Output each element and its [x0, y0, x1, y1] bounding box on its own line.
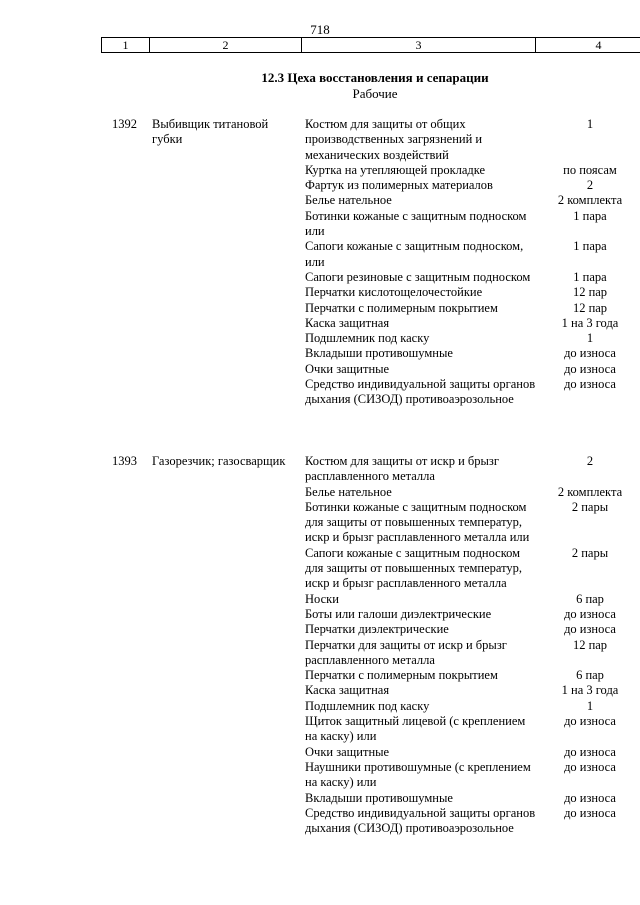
ppe-row	[305, 485, 640, 500]
profession-name: Газорезчик; газосварщик	[152, 454, 286, 468]
column-number-2: 2	[150, 38, 302, 52]
ppe-row	[305, 316, 640, 331]
ppe-item-name: Очки защитные	[305, 361, 390, 376]
ppe-item-name: Костюм для защиты от общих производственных загрязнений и механических воздействий	[305, 117, 483, 162]
subsection-title: Рабочие	[352, 86, 398, 101]
ppe-row	[305, 117, 640, 163]
ppe-row	[305, 331, 640, 346]
ppe-item-name: Перчатки диэлектрические	[305, 622, 449, 637]
ppe-row	[305, 745, 640, 760]
ppe-row	[305, 346, 640, 361]
ppe-item-name: Подшлемник под каску	[305, 331, 430, 346]
ppe-row	[305, 683, 640, 698]
ppe-item-name: Сапоги резиновые с защитным подноском	[305, 269, 531, 284]
ppe-item-qty: до износа	[564, 759, 616, 774]
ppe-item-name: Сапоги кожаные с защитным подноском для защиты от повышенных температур, искр и брызг расплавленного металла	[305, 545, 523, 591]
ppe-row	[305, 239, 640, 270]
ppe-item-qty: 2	[586, 454, 594, 468]
ppe-item-name: Ботинки кожаные с защитным подноском для защиты от повышенных температур, искр и брызг расплавленного металла или	[305, 499, 530, 545]
ppe-item-qty: 1 пара	[573, 239, 607, 254]
ppe-item-qty: 1 на 3 года	[561, 683, 619, 698]
ppe-item-qty: 2 комплекта	[557, 484, 623, 499]
ppe-item-name: Перчатки с полимерным покрытием	[305, 668, 498, 683]
ppe-item-qty: 2	[586, 178, 594, 193]
ppe-row	[305, 500, 640, 546]
ppe-item-name: Куртка на утепляющей прокладке	[305, 162, 486, 177]
ppe-row	[305, 377, 640, 408]
ppe-item-name: Каска защитная	[305, 683, 390, 698]
page-number: 718	[310, 22, 330, 37]
ppe-item-qty: 1 пара	[573, 208, 607, 223]
ppe-item-qty: до износа	[564, 790, 616, 805]
ppe-row	[305, 178, 640, 193]
ppe-item-name: Подшлемник под каску	[305, 698, 430, 713]
ppe-row	[305, 638, 640, 669]
ppe-row	[305, 714, 640, 745]
ppe-item-qty: до износа	[564, 361, 616, 376]
ppe-item-qty: до износа	[564, 606, 616, 621]
ppe-item-name: Перчатки кислотощелочестойкие	[305, 285, 483, 300]
ppe-row	[305, 362, 640, 377]
entry-number: 1393	[112, 454, 137, 468]
ppe-list	[305, 117, 640, 408]
profession-name: Выбивщик титановой губки	[152, 117, 269, 147]
ppe-item-name: Очки защитные	[305, 744, 390, 759]
ppe-item-qty: по поясам	[563, 162, 617, 177]
ppe-list	[305, 454, 640, 836]
ppe-row	[305, 270, 640, 285]
ppe-item-name: Белье нательное	[305, 193, 392, 208]
column-number-1: 1	[102, 38, 150, 52]
ppe-item-name: Фартук из полимерных материалов	[305, 178, 493, 193]
ppe-item-name: Средство индивидуальной защиты органов дыхания (СИЗОД) противоаэрозольное	[305, 805, 536, 836]
ppe-item-qty: 6 пар	[576, 591, 604, 606]
ppe-item-name: Носки	[305, 591, 339, 606]
ppe-item-qty: 12 пар	[572, 300, 608, 315]
ppe-item-qty: до износа	[564, 346, 616, 361]
ppe-item-name: Вкладыши противошумные	[305, 346, 453, 361]
ppe-item-qty: до износа	[564, 744, 616, 759]
entry-number: 1392	[112, 117, 137, 131]
ppe-row	[305, 622, 640, 637]
ppe-item-qty: 1 пара	[573, 269, 607, 284]
ppe-item-qty: 6 пар	[576, 668, 604, 683]
ppe-row	[305, 760, 640, 791]
ppe-row	[305, 193, 640, 208]
column-number-3: 3	[302, 38, 536, 52]
ppe-item-qty: 1	[586, 331, 594, 346]
ppe-row	[305, 791, 640, 806]
ppe-row	[305, 301, 640, 316]
ppe-item-qty: до износа	[564, 714, 616, 729]
ppe-item-name: Ботинки кожаные с защитным подноском или	[305, 208, 527, 239]
ppe-item-name: Средство индивидуальной защиты органов дыхания (СИЗОД) противоаэрозольное	[305, 377, 536, 407]
ppe-row	[305, 806, 640, 837]
ppe-item-qty: 1	[586, 698, 594, 713]
ppe-item-name: Щиток защитный лицевой (с креплением на каску) или	[305, 714, 526, 744]
ppe-item-name: Перчатки с полимерным покрытием	[305, 300, 498, 315]
ppe-item-name: Белье нательное	[305, 484, 392, 499]
ppe-item-name: Сапоги кожаные с защитным подноском, или	[305, 239, 524, 269]
ppe-item-qty: 12 пар	[572, 637, 608, 652]
ppe-item-qty: до износа	[564, 622, 616, 637]
ppe-row	[305, 699, 640, 714]
ppe-row	[305, 546, 640, 592]
ppe-row	[305, 285, 640, 300]
ppe-item-name: Перчатки для защиты от искр и брызг расплавленного металла	[305, 637, 507, 667]
ppe-row	[305, 454, 640, 485]
ppe-row	[305, 607, 640, 622]
column-number-4: 4	[536, 38, 640, 52]
ppe-item-qty: 2 пары	[571, 499, 609, 514]
ppe-item-qty: до износа	[564, 377, 616, 392]
ppe-row	[305, 209, 640, 240]
ppe-row	[305, 592, 640, 607]
ppe-item-qty: до износа	[564, 805, 616, 820]
ppe-item-qty: 2 пары	[571, 545, 609, 560]
ppe-item-name: Костюм для защиты от искр и брызг расплавленного металла	[305, 454, 500, 484]
ppe-item-qty: 1	[586, 117, 594, 131]
section-title: 12.3 Цеха восстановления и сепарации	[261, 70, 489, 85]
ppe-item-name: Наушники противошумные (с креплением на каску) или	[305, 759, 531, 790]
ppe-item-name: Каска защитная	[305, 315, 390, 330]
column-number-header	[101, 37, 640, 53]
ppe-row	[305, 163, 640, 178]
ppe-item-name: Боты или галоши диэлектрические	[305, 606, 492, 621]
ppe-item-qty: 12 пар	[572, 285, 608, 300]
ppe-item-qty: 2 комплекта	[557, 193, 623, 208]
ppe-row	[305, 668, 640, 683]
ppe-item-qty: 1 на 3 года	[561, 315, 619, 330]
ppe-item-name: Вкладыши противошумные	[305, 790, 453, 805]
